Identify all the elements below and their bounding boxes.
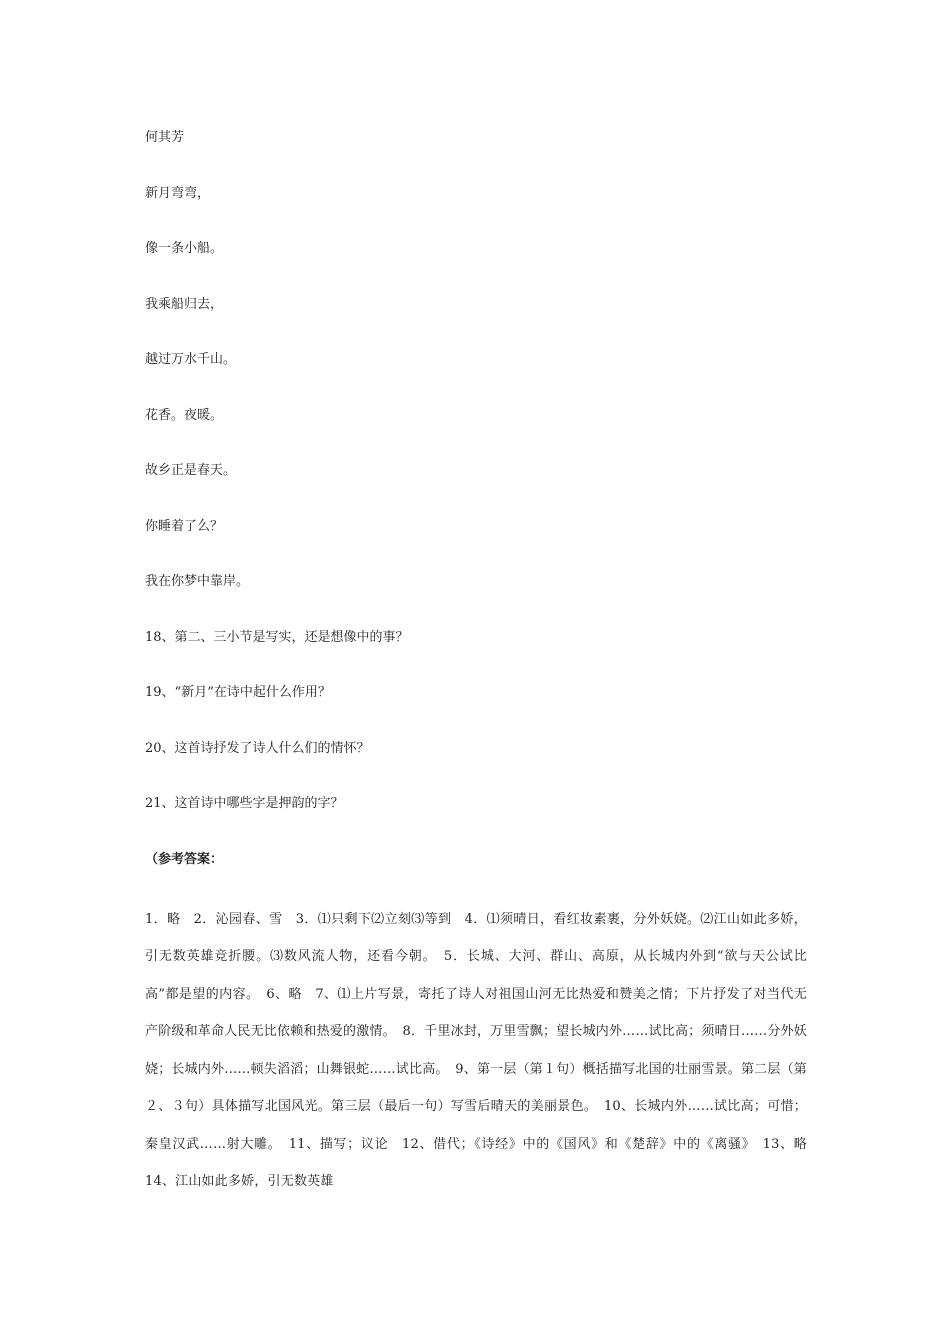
document-page — [145, 124, 821, 1201]
poem-line: 越过万水千山。 — [145, 352, 237, 367]
answers-body: 1．略 2．沁园春、雪 3．⑴只剩下⑵立刻⑶等到 4．⑴须晴日，看红妆素裹，分外妖娆。⑵江山如此多娇，引无数英雄竞折腰。⑶数风流人物，还看今朝。 5．长城、大河、群山、高原，从长城内外到“欲与天公试比高”都是望的内容。 6、略 7、⑴上片写景，寄托了诗人对祖国山河无比热爱和赞美之情；下片抒发了对当代无产阶级和革命人民无比依赖和热爱的激情。 8．千里冰封，万里雪飘；望长城内外……试比高；须晴日……分外妖娆；长城内外……顿失滔滔；山舞银蛇……试比高。 9、第一层（第１句）概括描写北国的壮丽雪景。第二层（第２、３句）具体描写北国风光。第三层（最后一句）写雪后晴天的美丽景色。 10、长城内外……试比高；可惜；秦皇汉武……射大雕。 11、描写；议论 12、借代；《诗经》中的《国风》和《楚辞》中的《离骚》 13、略 14、江山如此多娇，引无数英雄 — [145, 911, 821, 1189]
poem-author: 何其芳 — [145, 130, 185, 145]
poem-line: 花香。夜暖。 — [145, 407, 224, 423]
poem-line: 我乘船归去， — [145, 296, 224, 312]
question-20: 20、这首诗抒发了诗人什么们的情怀？ — [145, 740, 370, 756]
answers-heading: （参考答案： — [145, 851, 224, 867]
poem-line: 我在你梦中靠岸。 — [145, 574, 250, 589]
question-21: 21、这首诗中哪些字是押韵的字？ — [145, 796, 344, 811]
question-19: 19、“新月”在诗中起什么作用？ — [145, 685, 331, 700]
question-18: 18、第二、三小节是写实，还是想像中的事？ — [145, 629, 409, 645]
poem-line: 新月弯弯， — [145, 185, 211, 201]
poem-line: 你睡着了么？ — [145, 518, 224, 534]
poem-line: 像一条小船。 — [145, 241, 224, 256]
poem-line: 故乡正是春天。 — [145, 463, 237, 478]
